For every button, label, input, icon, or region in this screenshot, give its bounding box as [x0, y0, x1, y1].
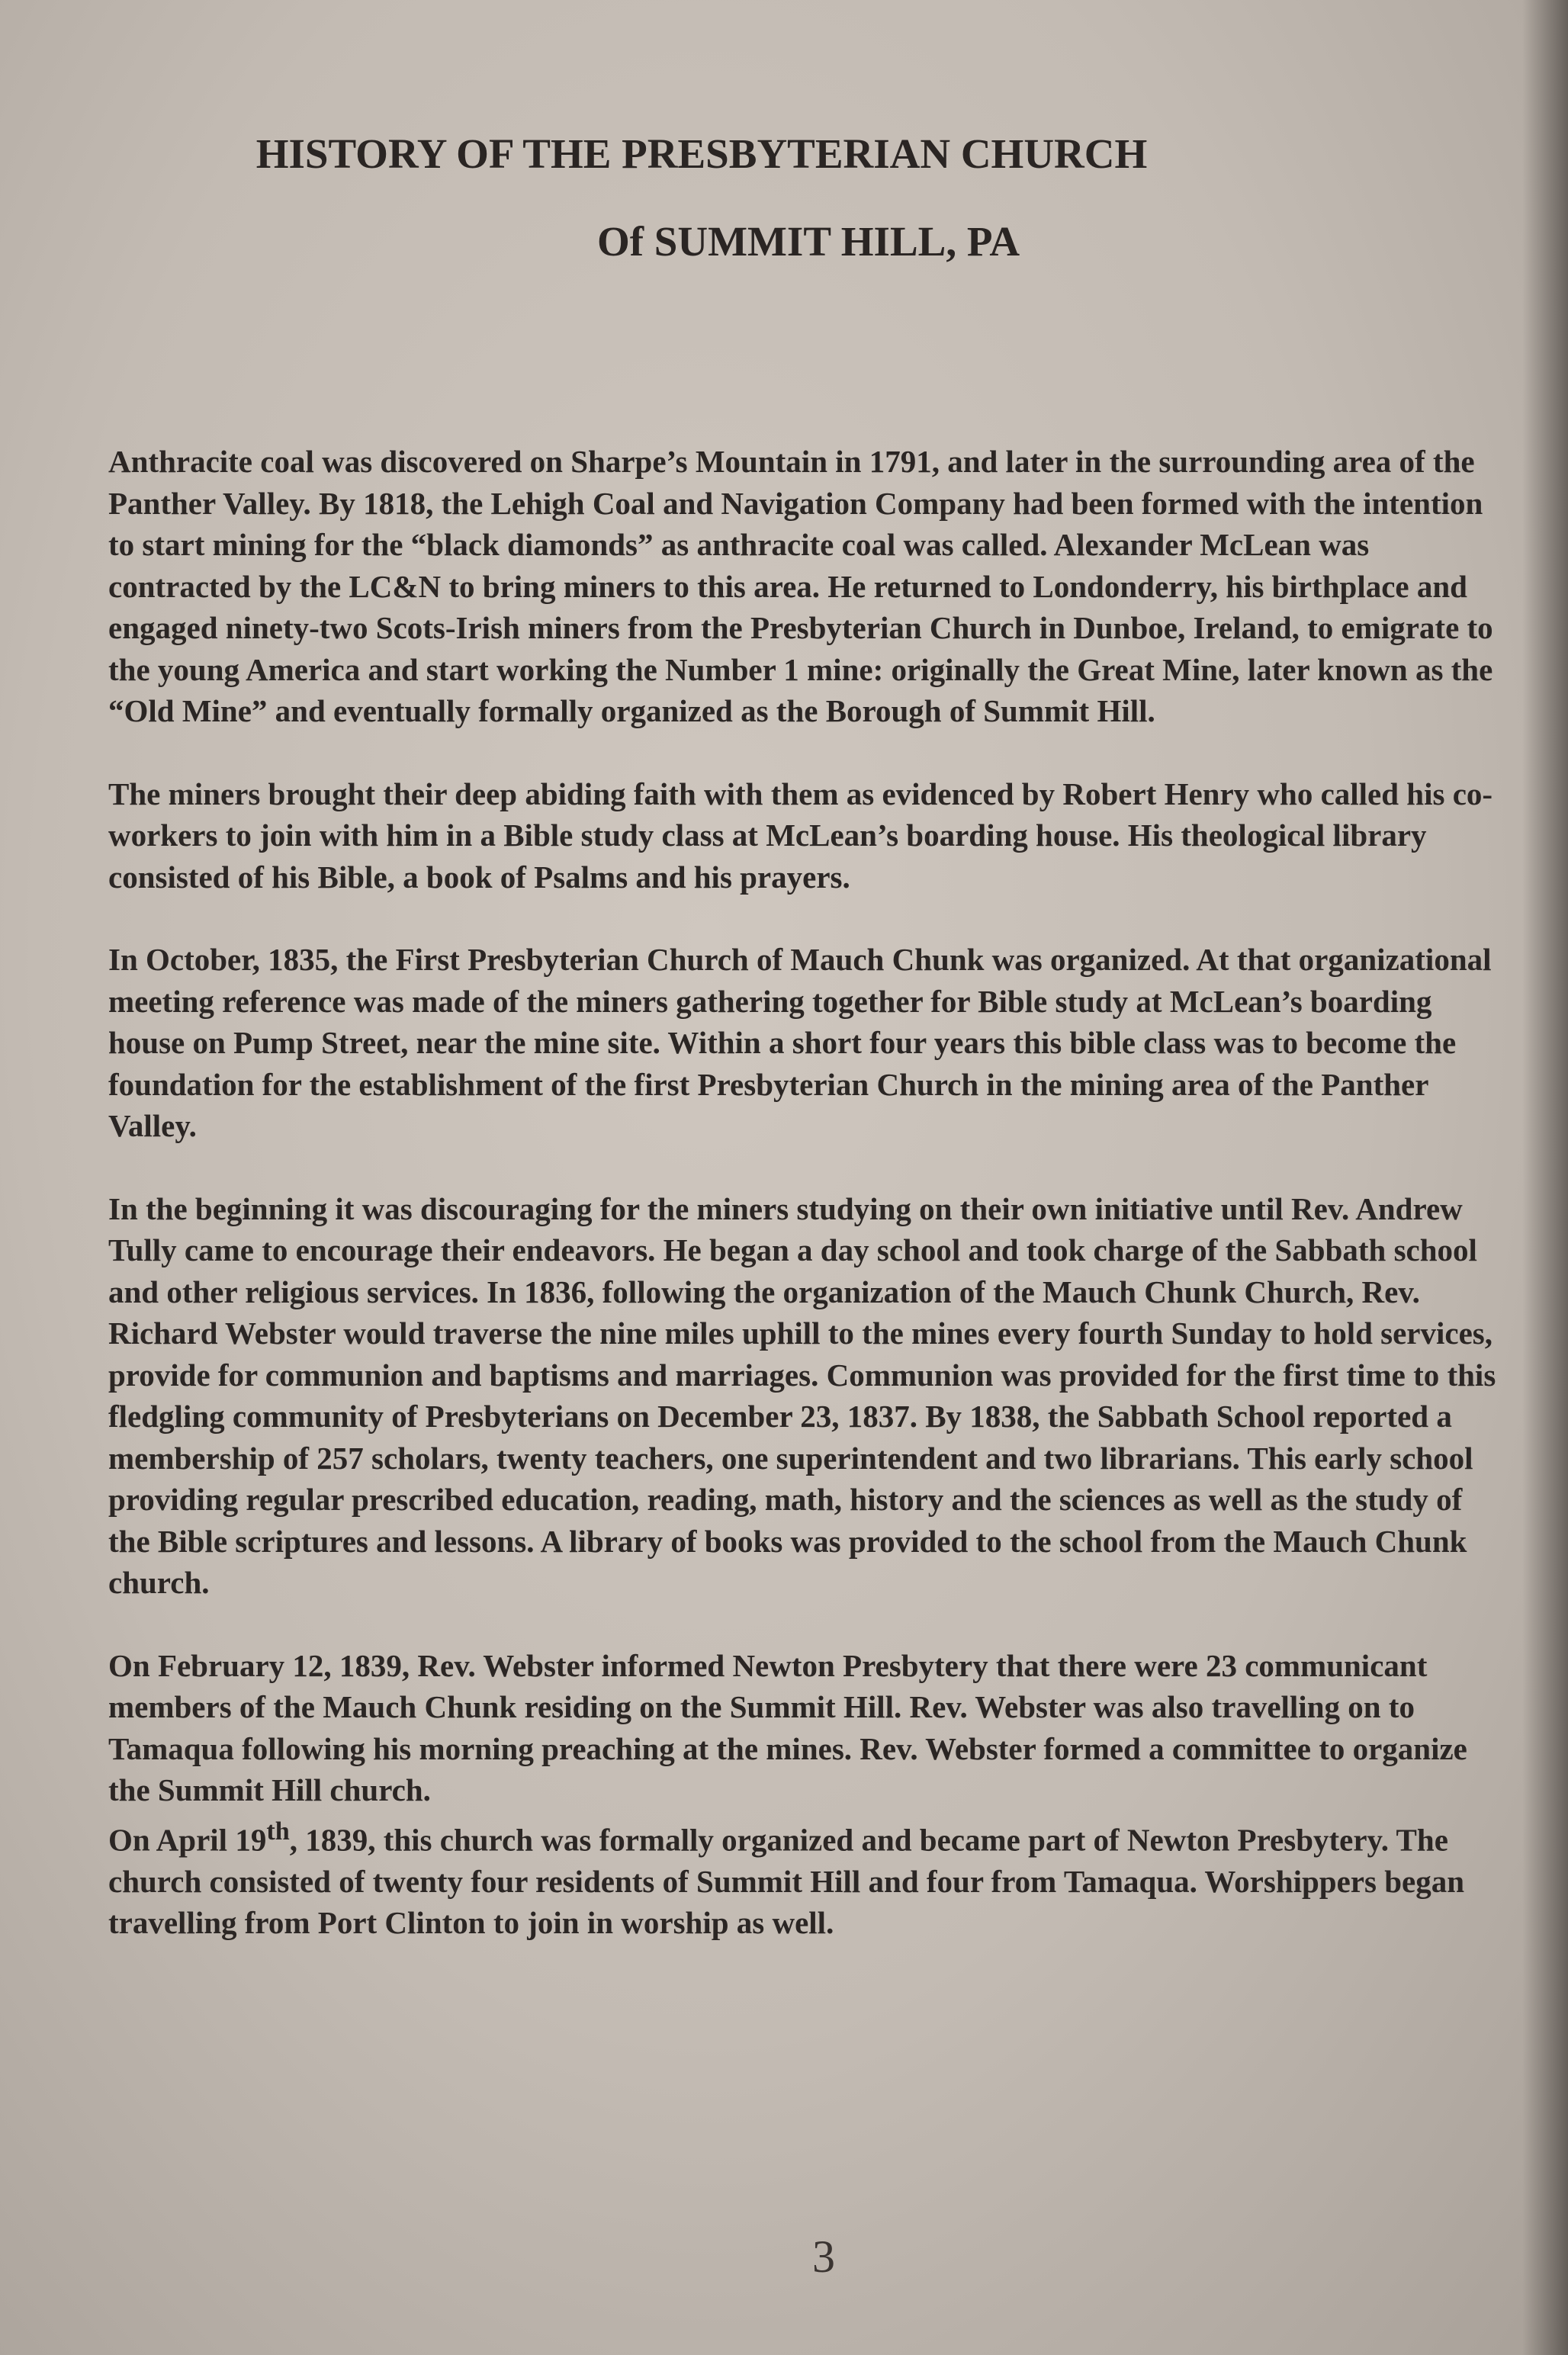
body-text	[108, 441, 1504, 1944]
page-title: HISTORY OF THE PRESBYTERIAN CHURCH	[255, 130, 1148, 177]
page-number: 3	[812, 2231, 835, 2282]
paragraph-1: Anthracite coal was discovered on Sharpe’s Mountain in 1791, and later in the surrounding area of the Panther Valley. By 1818, the Lehigh Coal and Navigation Company had been formed with the intention to start mining for the “black diamonds” as anthracite coal was called. Alexander McLean was contracted by the LC&N to bring miners to this area. He returned to Londonderry, his birthplace and engaged ninety-two Scots-Irish miners from the Presbyterian Church in Dunboe, Ireland, to emigrate to the young America and start working the Number 1 mine: originally the Great Mine, later known as the “Old Mine” and eventually formally organized as the Borough of Summit Hill.	[108, 444, 1493, 728]
paragraph-2: The miners brought their deep abiding faith with them as evidenced by Robert Henry who called his co-workers to join with him in a Bible study class at McLean’s boarding house. His theological library consisted of his Bible, a book of Psalms and his prayers.	[108, 776, 1493, 895]
paragraph-3: In October, 1835, the First Presbyterian Church of Mauch Chunk was organized. At that organizational meeting reference was made of the miners gathering together for Bible study at McLean’s boarding house on Pump Street, near the mine site. Within a short four years this bible class was to become the foundation for the establishment of the first Presbyterian Church in the mining area of the Panther Valley.	[108, 942, 1492, 1143]
paragraph-6-prefix: On April 19	[108, 1822, 267, 1858]
paragraph-6	[108, 1811, 1504, 1944]
page-subtitle: Of SUMMIT HILL, PA	[596, 218, 1020, 265]
paragraph-5: On February 12, 1839, Rev. Webster informed Newton Presbytery that there were 23 communicant members of the Mauch Chunk residing on the Summit Hill. Rev. Webster was also travelling on to Tamaqua following his morning preaching at the mines. Rev. Webster formed a committee to organize the Summit Hill church.	[108, 1647, 1467, 1807]
paragraph-4: In the beginning it was discouraging for the miners studying on their own initiative until Rev. Andrew Tully came to encourage their endeavors. He began a day school and took charge of the Sabbath school and other religious services. In 1836, following the organization of the Mauch Chunk Church, Rev. Richard Webster would traverse the nine miles uphill to the mines every fourth Sunday to hold services, provide for communion and baptisms and marriages. Communion was provided for the first time to this fledgling community of Presbyterians on December 23, 1837. By 1838, the Sabbath School reported a membership of 257 scholars, twenty teachers, one superintendent and two librarians. This early school providing regular prescribed education, reading, math, history and the sciences as well as the study of the Bible scriptures and lessons. A library of books was provided to the school from the Mauch Chunk church.	[108, 1190, 1496, 1600]
paragraph-6-superscript: th	[266, 1817, 290, 1846]
paragraph-6-rest: , 1839, this church was formally organized and became part of Newton Presbytery. The church consisted of twenty four residents of Summit Hill and four from Tamaqua. Worshippers began travelling from Port Clinton to join in worship as well.	[108, 1822, 1465, 1941]
